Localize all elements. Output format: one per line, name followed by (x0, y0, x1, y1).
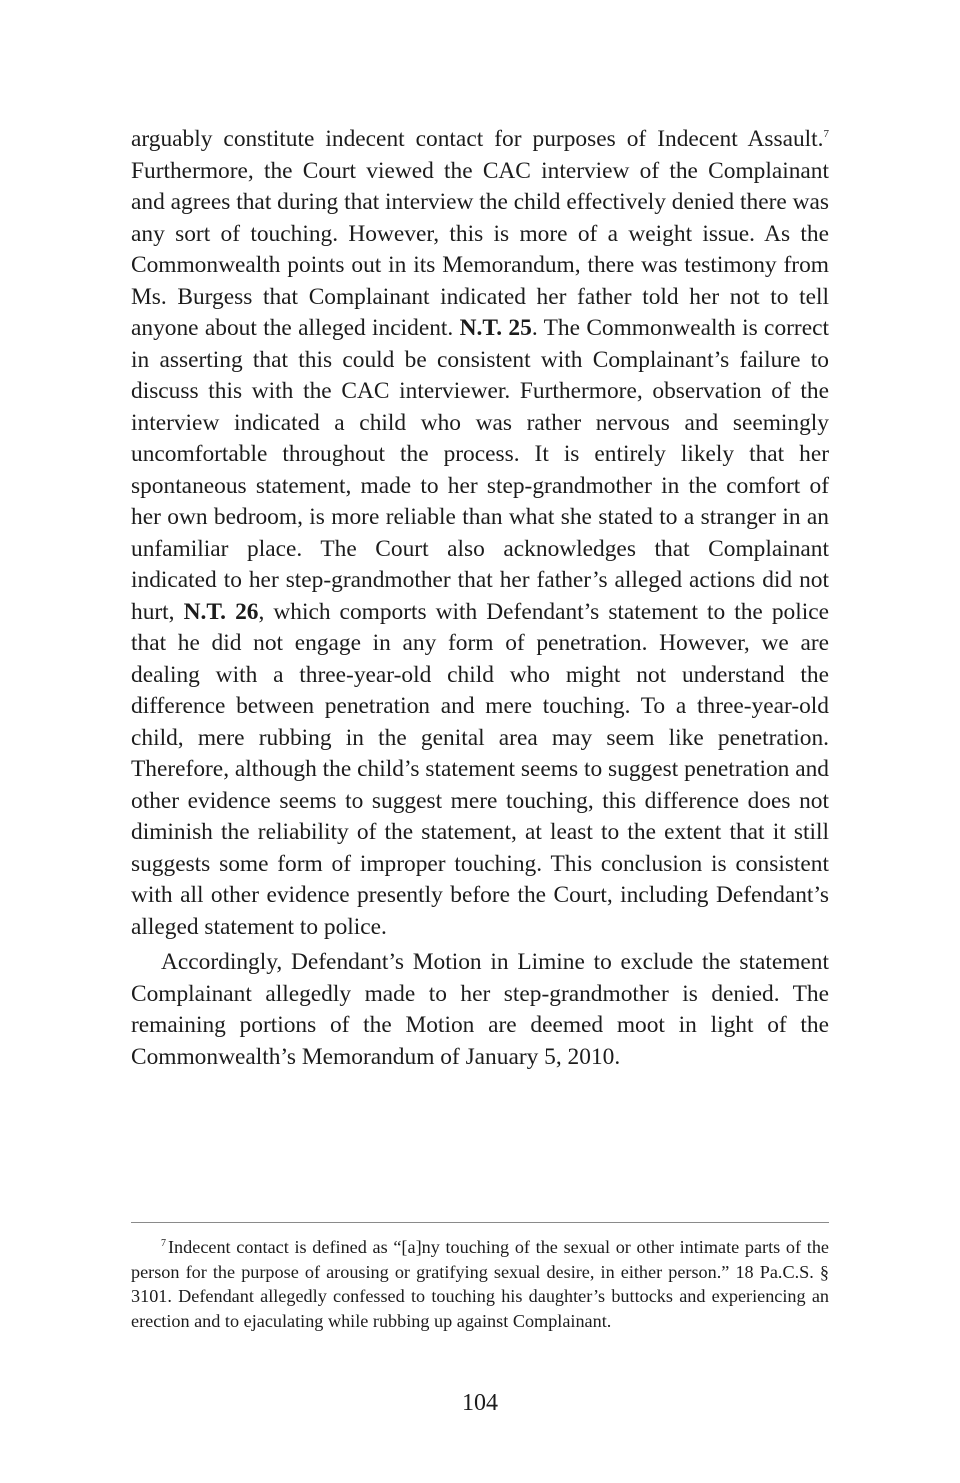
footnote-divider (131, 1222, 829, 1223)
footnote-text: Indecent contact is defined as “[a]ny touching of the sexual or other intimate parts of the person for the purpose of arousing or gratifying sexual desire, in either person.” 18 Pa.C.S. § 3101. Defendant allegedly confessed to touching his daughter’s buttocks and experiencing an erection and to ejaculating while rubbing up against Complainant. (131, 1237, 829, 1331)
footnote-mark: 7 (161, 1238, 166, 1249)
page-number: 104 (462, 1390, 498, 1416)
citation-nt-25: N.T. 25 (459, 315, 532, 341)
footnote-reference: 7 (823, 128, 829, 140)
paragraph-1-part-1: arguably constitute indecent contact for purposes of Indecent Assault. (131, 126, 824, 152)
paragraph-2: Accordingly, Defendant’s Motion in Limine to exclude the statement Complainant allegedly made to her step-grandmother is denied. The remaining portions of the Motion are deemed moot in light of the Commonwealth’s Memorandum of January 5, 2010. (131, 949, 829, 1070)
paragraph-1-part-4: , which comports with Defendant’s statement to the police that he did not engage in any form of penetration. However, we are dealing with a three-year-old child who might not understand the difference between penetration and mere touching. To a three-year-old child, mere rubbing in the genital area may seem like penetration. Therefore, although the child’s statement seems to suggest penetration and other evidence seems to suggest mere touching, this difference does not diminish the reliability of the statement, at least to the extent that it still suggests some form of improper touching. This conclusion is consistent with all other evidence presently before the Court, including Defendant’s alleged statement to police. (131, 598, 830, 940)
footnote-7 (131, 1235, 829, 1333)
citation-nt-26: N.T. 26 (183, 598, 259, 625)
paragraph-1 (131, 124, 829, 943)
paragraph-1-part-2: Furthermore, the Court viewed the CAC interview of the Complainant and agrees that during that interview the child effectively denied there was any sort of touching. However, this is more of a weight issue. As the Commonwealth points out in its Memorandum, there was testimony from Ms. Burgess that Complainant indicated her father told her not to tell anyone about the alleged incident. (131, 157, 829, 341)
paragraph-1-part-3: . The Commonwealth is correct in asserting that this could be consistent with Complainant’s failure to discuss this with the CAC interviewer. Furthermore, observation of the interview indicated a child who was rather nervous and seemingly uncomfortable throughout the process. It is entirely likely that her spontaneous statement, made to her step-grandmother in the comfort of her own bedroom, is more reliable than what she stated to a stranger in an unfamiliar place. The Court also acknowledges that Complainant indicated to her step-grandmother that her father’s alleged actions did not hurt, (131, 315, 829, 625)
main-text (131, 124, 829, 1073)
